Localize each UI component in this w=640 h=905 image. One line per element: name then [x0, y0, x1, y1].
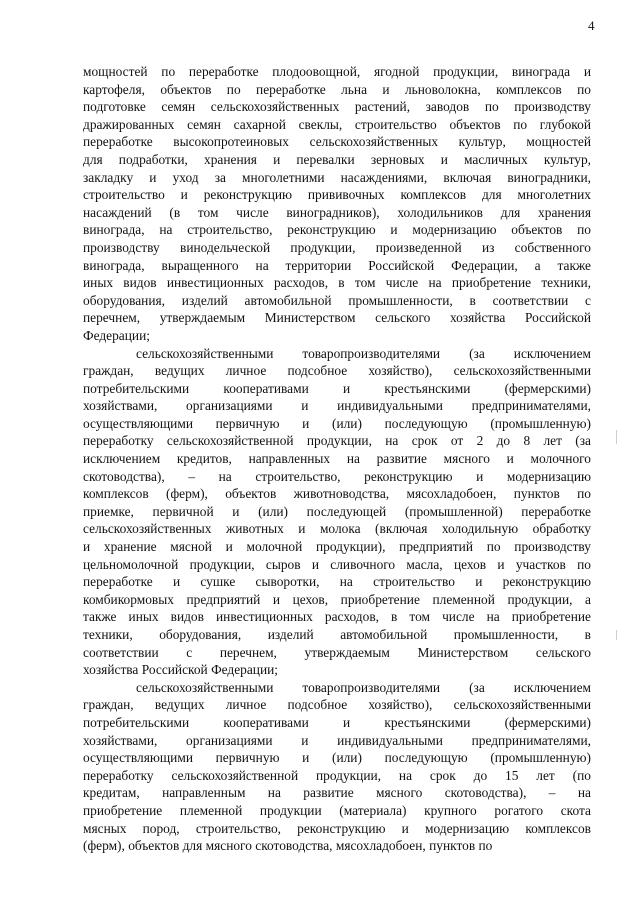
text-line: (ферм), объектов для мясного скотоводства, мясохладобоен, пунктов по [83, 838, 493, 854]
text-line: осуществляющими первичную и (или) последующую (промышленную) [83, 750, 591, 766]
text-line: закладку и уход за многолетними насаждениями, включая виноградники, [83, 169, 591, 185]
text-line: цельномолочной продукции, сыров и сливочного масла, цехов и участков по [83, 556, 591, 572]
text-line: осуществляющими первичную и (или) последующую (промышленную) [83, 415, 591, 431]
text-line: перечнем, утверждаемым Министерством сельского хозяйства Российской [83, 310, 591, 326]
text-line: комбикормовых предприятий и цехов, приобретение племенной продукции, а [83, 591, 591, 607]
page-number: 4 [588, 18, 595, 33]
paragraph [83, 345, 591, 679]
text-line: комплексов (ферм), объектов животноводства, мясохладобоен, пунктов по [83, 486, 591, 502]
text-line: переработке высокопротеиновых сельскохозяйственных культур, мощностей [83, 134, 591, 150]
margin-mark-top [616, 430, 617, 444]
text-line: сельскохозяйственными товаропроизводителями (за исключением [136, 679, 591, 695]
text-line: переработке и сушке сыворотки, на строительство и реконструкцию [83, 574, 591, 590]
text-line: для подработки, хранения и перевалки зерновых и масличных культур, [83, 151, 591, 167]
text-line: приемке, первичной и (или) последующей (промышленной) переработке [83, 503, 591, 519]
text-line: винограда, на строительство, реконструкцию и модернизацию объектов по [83, 222, 591, 238]
text-line: переработку сельскохозяйственной продукции, на срок до 15 лет (по [83, 767, 591, 783]
text-line: и хранение мясной и молочной продукции), предприятий по производству [83, 539, 591, 555]
text-line: винограда, выращенного на территории Российской Федерации, а также [83, 257, 591, 273]
text-line: хозяйствами, организациями и индивидуальными предпринимателями, [83, 732, 591, 748]
text-line: иных видов инвестиционных расходов, в том числе на приобретение техники, [83, 275, 591, 291]
text-line: подготовке семян сельскохозяйственных растений, заводов по производству [83, 99, 591, 115]
text-line: насаждений (в том числе виноградников), холодильников для хранения [83, 204, 591, 220]
text-line: потребительскими кооперативами и крестьянскими (фермерскими) [83, 714, 591, 730]
text-line: кредитам, направленным на развитие мясного скотоводства), – на [83, 785, 591, 801]
text-line: дражированных семян сахарной свеклы, строительство объектов по глубокой [83, 116, 591, 132]
text-line: производству винодельческой продукции, произведенной из собственного [83, 239, 591, 255]
text-line: строительство и реконструкцию прививочных комплексов для многолетних [83, 187, 591, 203]
text-line: скотоводства), – на строительство, реконструкцию и модернизацию [83, 468, 591, 484]
text-line: мощностей по переработке плодоовощной, ягодной продукции, винограда и [83, 64, 591, 79]
text-line: соответствии с перечнем, утверждаемым Министерством сельского [83, 644, 591, 660]
text-line: граждан, ведущих личное подсобное хозяйство), сельскохозяйственными [83, 363, 591, 379]
margin-mark-bottom [616, 630, 617, 640]
text-line: также иных видов инвестиционных расходов, в том числе на приобретение [83, 609, 591, 625]
text-line: исключением кредитов, направленных на развитие мясного и молочного [83, 451, 591, 467]
text-line: мясных пород, строительство, реконструкцию и модернизацию комплексов [83, 820, 591, 836]
paragraph [83, 63, 591, 345]
text-line: картофеля, объектов по переработке льна и льноволокна, комплексов по [83, 81, 591, 97]
text-line: хозяйства Российской Федерации; [83, 662, 279, 678]
text-line: оборудования, изделий автомобильной промышленности, в соответствии с [83, 292, 591, 308]
text-line: сельскохозяйственных животных и молока (включая холодильную обработку [83, 521, 591, 537]
text-line: потребительскими кооперативами и крестьянскими (фермерскими) [83, 380, 591, 396]
paragraph [83, 679, 591, 855]
text-line: переработку сельскохозяйственной продукции, на срок от 2 до 8 лет (за [83, 433, 591, 449]
text-line: техники, оборудования, изделий автомобильной промышленности, в [83, 627, 591, 642]
text-line: сельскохозяйственными товаропроизводителями (за исключением [136, 345, 591, 361]
text-line: хозяйствами, организациями и индивидуальными предпринимателями, [83, 398, 591, 414]
text-line: граждан, ведущих личное подсобное хозяйство), сельскохозяйственными [83, 697, 591, 713]
document-body [83, 63, 591, 855]
text-line: Федерации; [83, 327, 150, 343]
text-line: приобретение племенной продукции (материала) крупного рогатого скота [83, 802, 591, 818]
